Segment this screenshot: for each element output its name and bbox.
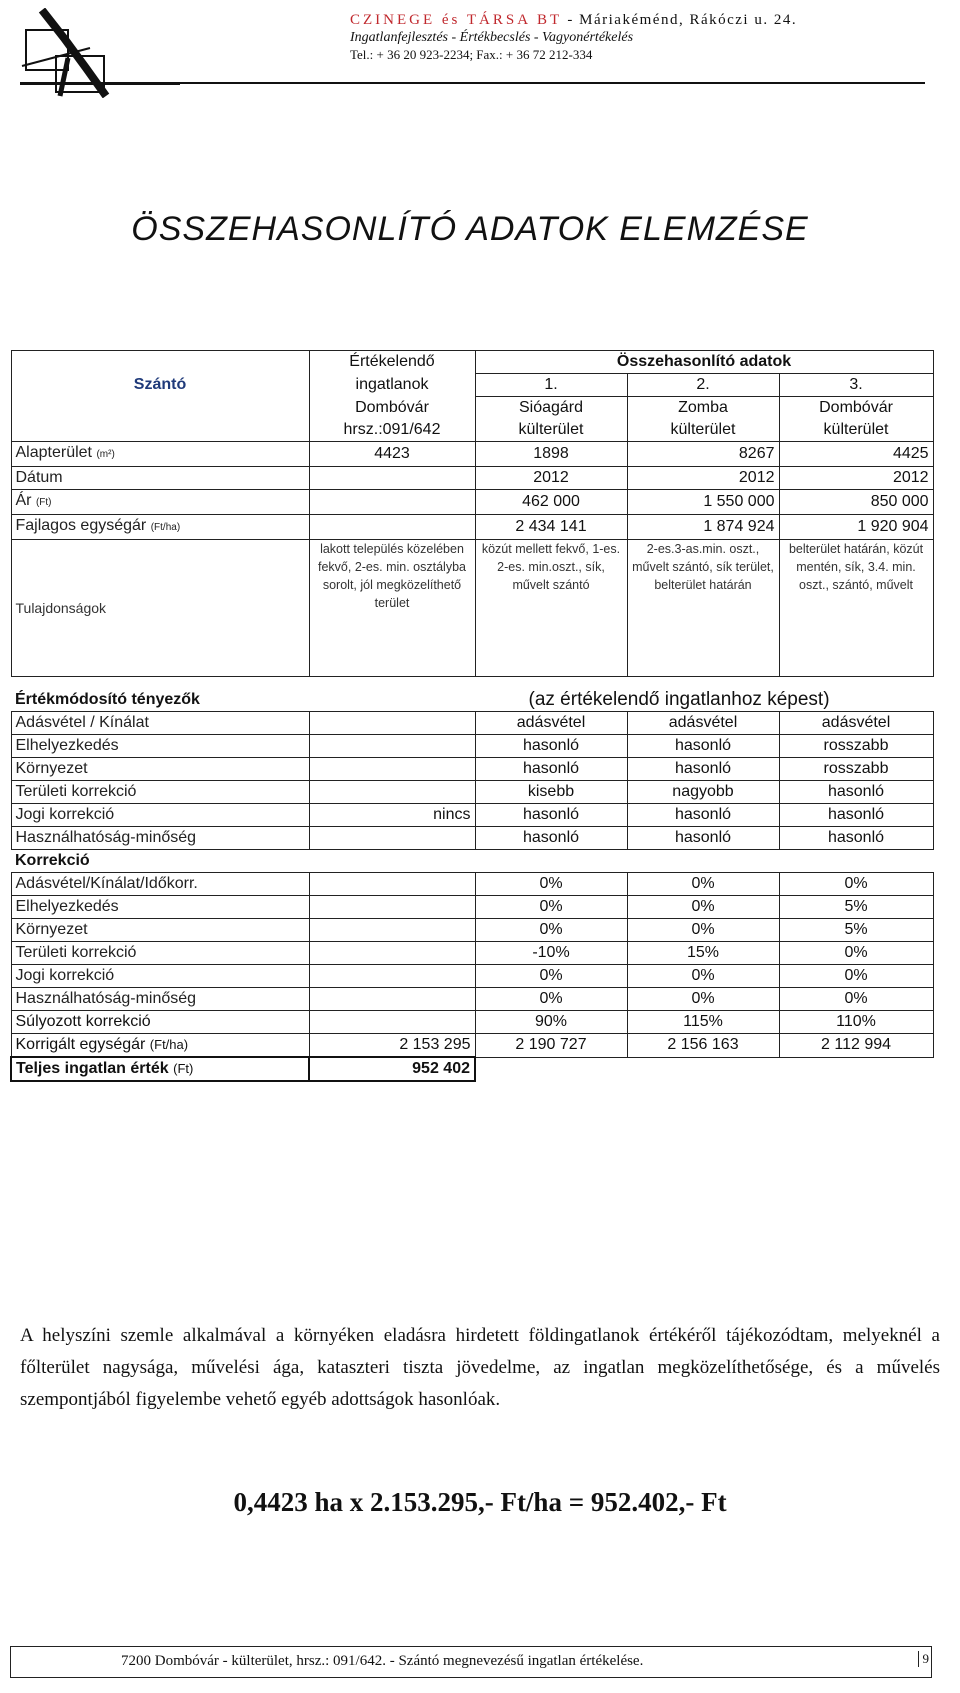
table-row [11, 827, 933, 850]
company-logo-icon [20, 8, 180, 98]
comp-number-2: 2. [627, 374, 779, 397]
total-label [11, 1057, 309, 1081]
factor-value: rosszabb [779, 735, 933, 758]
comp-number-3: 3. [779, 374, 933, 397]
correction-label [11, 965, 309, 988]
corrected-row [11, 1034, 933, 1058]
weighted-row [11, 1011, 933, 1034]
data-row-label-text: Dátum [15, 469, 63, 486]
table-header-row-2 [11, 374, 933, 397]
correction-header-row [11, 850, 933, 873]
subject-value [309, 490, 475, 515]
factor-label-text: Területi korrekció [15, 783, 137, 800]
factor-subject [309, 712, 475, 735]
total-unit: (Ft) [173, 1061, 194, 1076]
correction-label [11, 919, 309, 942]
table-row [11, 988, 933, 1011]
comp-value: 2012 [627, 467, 779, 490]
table-row [11, 896, 933, 919]
factor-label-text: Használhatóság-minőség [15, 829, 197, 846]
correction-label-text: Jogi korrekció [15, 967, 115, 984]
comparison-table [10, 350, 934, 1082]
page-number: 9 [918, 1651, 930, 1667]
page-footer [10, 1646, 932, 1678]
factor-value: hasonló [779, 781, 933, 804]
correction-value: 0% [627, 896, 779, 919]
factor-value: hasonló [779, 827, 933, 850]
table-row [11, 467, 933, 490]
factor-subject [309, 735, 475, 758]
data-row-label [11, 467, 309, 490]
comp-zone-2: külterület [627, 419, 779, 442]
spacer-row [11, 677, 933, 690]
correction-value: 0% [779, 988, 933, 1011]
correction-value: 0% [627, 873, 779, 896]
data-row-label-text: Fajlagos egységár [15, 517, 147, 534]
properties-row [11, 540, 933, 677]
factor-value: hasonló [475, 804, 627, 827]
comp-properties: 2-es.3-as.min. oszt., művelt szántó, sík terület, belterület határán [627, 540, 779, 677]
corrected-subject: 2 153 295 [309, 1034, 475, 1058]
table-row [11, 490, 933, 515]
value-calculation: 0,4423 ha x 2.153.295,- Ft/ha = 952.402,- Ft [233, 1487, 727, 1517]
total-subject: 952 402 [309, 1057, 475, 1081]
subject-place: Dombóvár [309, 397, 475, 420]
subject-parcel: hrsz.:091/642 [309, 419, 475, 442]
comp-value: 1 550 000 [627, 490, 779, 515]
correction-value: 0% [475, 919, 627, 942]
corrected-value: 2 156 163 [627, 1034, 779, 1058]
factor-value: hasonló [627, 758, 779, 781]
correction-value: -10% [475, 942, 627, 965]
company-services: Ingatlanfejlesztés - Értékbecslés - Vagyonértékelés [350, 30, 634, 45]
table-row [11, 781, 933, 804]
place-row [11, 397, 933, 420]
table-row [11, 804, 933, 827]
footer-text: 7200 Dombóvár - külterület, hrsz.: 091/642. - Szántó megnevezésű ingatlan értékelése. [121, 1653, 644, 1669]
comp-value: 4425 [779, 442, 933, 467]
table-row [11, 873, 933, 896]
correction-label-text: Környezet [15, 921, 88, 938]
correction-label [11, 942, 309, 965]
factor-subject [309, 758, 475, 781]
corrected-unit: (Ft/ha) [149, 1037, 189, 1052]
factor-label [11, 781, 309, 804]
correction-label [11, 873, 309, 896]
factor-label-text: Adásvétel / Kínálat [15, 714, 149, 731]
letterhead [350, 12, 940, 63]
factor-label [11, 804, 309, 827]
table-row [11, 515, 933, 540]
factor-subject [309, 827, 475, 850]
weighted-label: Súlyozott korrekció [11, 1011, 309, 1034]
comp-value: 2012 [779, 467, 933, 490]
table-row [11, 735, 933, 758]
correction-value: 0% [475, 988, 627, 1011]
factor-value: hasonló [627, 735, 779, 758]
comp-value: 462 000 [475, 490, 627, 515]
correction-value: 0% [779, 942, 933, 965]
factor-label-text: Jogi korrekció [15, 806, 115, 823]
factors-title: Értékmódosító tényezők [15, 691, 200, 708]
zone-row [11, 419, 933, 442]
compare-header: Összehasonlító adatok [475, 351, 933, 374]
correction-value: 5% [779, 919, 933, 942]
corrected-value: 2 112 994 [779, 1034, 933, 1058]
weighted-value: 90% [475, 1011, 627, 1034]
header-divider [20, 82, 925, 84]
data-row-label-unit: (Ft) [35, 497, 52, 508]
comp-value: 1898 [475, 442, 627, 467]
comp-number-1: 1. [475, 374, 627, 397]
table-row [11, 942, 933, 965]
correction-value: 0% [475, 965, 627, 988]
correction-label-text: Használhatóság-minőség [15, 990, 197, 1007]
factor-value: kisebb [475, 781, 627, 804]
comp-zone-1: külterület [475, 419, 627, 442]
data-row-label-text: Alapterület [15, 444, 92, 461]
correction-label-text: Adásvétel/Kínálat/Időkorr. [15, 875, 198, 892]
table-row [11, 442, 933, 467]
corrected-label-text: Korrigált egységár [15, 1036, 146, 1053]
factor-subject: nincs [309, 804, 475, 827]
data-row-label [11, 515, 309, 540]
correction-value: 0% [779, 873, 933, 896]
correction-label-text: Területi korrekció [15, 944, 137, 961]
comp-place-3: Dombóvár [779, 397, 933, 420]
correction-label-text: Elhelyezkedés [15, 898, 119, 915]
comp-properties: közút mellett fekvő, 1-es. 2-es. min.oszt., sík, művelt szántó [475, 540, 627, 677]
subject-value [309, 467, 475, 490]
row-label-szanto: Szántó [11, 374, 309, 397]
factor-value: nagyobb [627, 781, 779, 804]
correction-label [11, 896, 309, 919]
factor-label [11, 758, 309, 781]
correction-label [11, 988, 309, 1011]
factor-value: rosszabb [779, 758, 933, 781]
factor-value: adásvétel [475, 712, 627, 735]
factors-note: (az értékelendő ingatlanhoz képest) [528, 689, 830, 710]
factor-value: adásvétel [779, 712, 933, 735]
comp-value: 850 000 [779, 490, 933, 515]
correction-value: 15% [627, 942, 779, 965]
table-row [11, 965, 933, 988]
comp-properties: belterület határán, közút mentén, sík, 3.4. min. oszt., szántó, művelt [779, 540, 933, 677]
subject-value: 4423 [309, 442, 475, 467]
factor-value: hasonló [475, 758, 627, 781]
total-label-text: Teljes ingatlan érték [16, 1060, 169, 1077]
subject-header-line1: Értékelendő [309, 351, 475, 374]
data-row-label [11, 442, 309, 467]
data-row-label-text: Ár [15, 492, 32, 509]
factor-value: adásvétel [627, 712, 779, 735]
factors-header-row [11, 689, 933, 712]
body-paragraph: A helyszíni szemle alkalmával a környéken eladásra hirdetett földingatlanok értékéről tájékozódtam, melyeknél a főlterület nagysága, művelési ága, kataszteri tiszta jövedelme, az ingatlan megközelíthetősége, és a művelés szempontjából figyelembe vehető egyéb adottságok hasonlóak. [20, 1325, 940, 1410]
comp-value: 2 434 141 [475, 515, 627, 540]
factor-value: hasonló [779, 804, 933, 827]
correction-value: 0% [627, 965, 779, 988]
properties-label: Tulajdonságok [11, 540, 309, 677]
correction-title: Korrekció [15, 852, 90, 869]
factor-label [11, 712, 309, 735]
corrected-label [11, 1034, 309, 1058]
factor-subject [309, 781, 475, 804]
data-row-label-unit: (m²) [96, 449, 115, 460]
correction-value: 0% [475, 896, 627, 919]
comp-place-2: Zomba [627, 397, 779, 420]
company-name: CZINEGE és TÁRSA BT [350, 12, 563, 28]
data-row-label [11, 490, 309, 515]
page-title: ÖSSZEHASONLÍTÓ ADATOK ELEMZÉSE [131, 210, 809, 248]
total-row [11, 1057, 933, 1081]
data-row-label-unit: (Ft/ha) [150, 522, 181, 533]
factor-label-text: Környezet [15, 760, 88, 777]
table-row [11, 712, 933, 735]
factor-value: hasonló [475, 735, 627, 758]
correction-value: 0% [627, 919, 779, 942]
table-row [11, 919, 933, 942]
comp-value: 2012 [475, 467, 627, 490]
factor-label [11, 827, 309, 850]
correction-value: 0% [779, 965, 933, 988]
corrected-value: 2 190 727 [475, 1034, 627, 1058]
table-row [11, 758, 933, 781]
comp-value: 8267 [627, 442, 779, 467]
comp-value: 1 920 904 [779, 515, 933, 540]
weighted-value: 115% [627, 1011, 779, 1034]
comp-value: 1 874 924 [627, 515, 779, 540]
comp-zone-3: külterület [779, 419, 933, 442]
factor-label [11, 735, 309, 758]
factor-label-text: Elhelyezkedés [15, 737, 119, 754]
factor-value: hasonló [475, 827, 627, 850]
comp-place-1: Sióagárd [475, 397, 627, 420]
subject-properties: lakott település közelében fekvő, 2-es. min. osztályba sorolt, jól megközelíthető terület [309, 540, 475, 677]
subject-header-line2: ingatlanok [309, 374, 475, 397]
correction-value: 0% [475, 873, 627, 896]
table-header-row-1 [11, 351, 933, 374]
company-contact: Tel.: + 36 20 923-2234; Fax.: + 36 72 212-334 [350, 47, 593, 62]
company-address: - Máriakéménd, Rákóczi u. 24. [567, 12, 798, 28]
weighted-value: 110% [779, 1011, 933, 1034]
correction-value: 5% [779, 896, 933, 919]
factor-value: hasonló [627, 827, 779, 850]
subject-value [309, 515, 475, 540]
correction-value: 0% [627, 988, 779, 1011]
factor-value: hasonló [627, 804, 779, 827]
